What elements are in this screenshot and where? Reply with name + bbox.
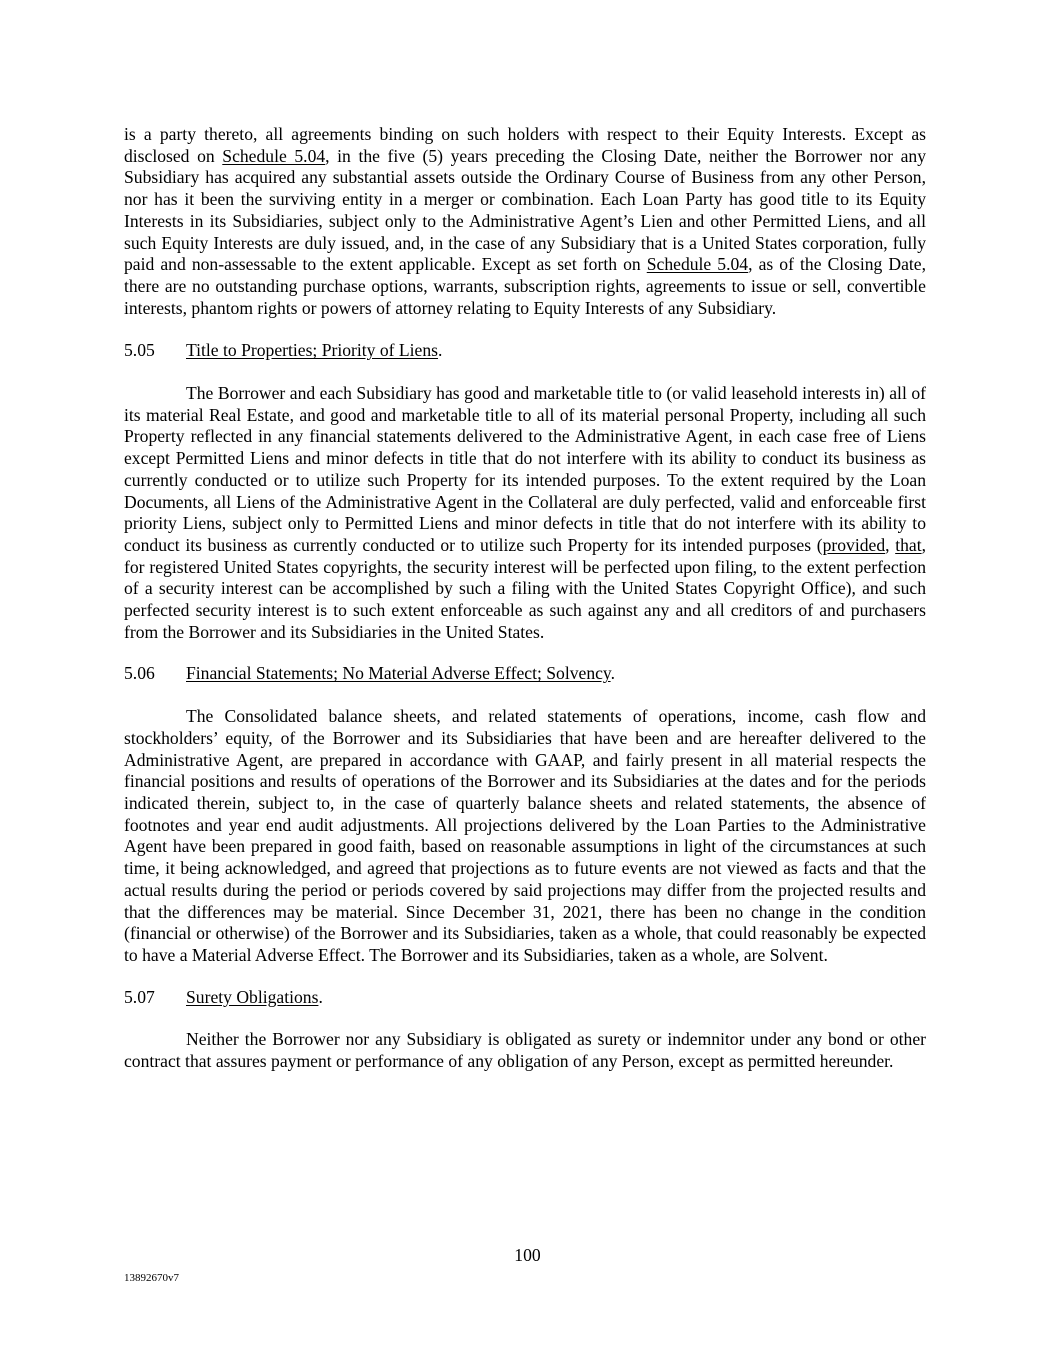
section-title: Financial Statements; No Material Adverse Effect; Solvency [186, 663, 611, 684]
that-term: that [895, 534, 922, 555]
section-body-5-07: Neither the Borrower nor any Subsidiary is obligated as surety or indemnitor under any bond or other contract that assures payment or performance of any obligation of any Person, except as permitted hereunder. [124, 1029, 926, 1072]
section-heading-5-06: 5.06 Financial Statements; No Material Adverse Effect; Solvency. [124, 663, 615, 684]
section-title: Surety Obligations [186, 986, 319, 1007]
section-number: 5.07 [124, 986, 155, 1007]
provided-term: provided [822, 534, 886, 555]
section-heading-5-05: 5.05 Title to Properties; Priority of Liens. [124, 340, 443, 361]
section-number: 5.06 [124, 663, 155, 684]
intro-paragraph: is a party thereto, all agreements binding on such holders with respect to their Equity Interests. Except as disclosed on Schedule 5.04, in the five (5) years preceding the Closing Date, neither the Borrower nor any Subsidiary has acquired any substantial assets outside the Ordinary Course of Business from any other Person, nor has it been the surviving entity in a merger or combination. Each Loan Party has good title to its Equity Interests in its Subsidiaries, subject only to the Administrative Agent’s Lien and other Permitted Liens, and all such Equity Interests are duly issued, and, in the case of any Subsidiary that is a United States corporation, fully paid and non-assessable to the extent applicable. Except as set forth on Schedule 5.04, as of the Closing Date, there are no outstanding purchase options, warrants, subscription rights, agreements to issue or sell, convertible interests, phantom rights or powers of attorney relating to Equity Interests of any Subsidiary. [124, 124, 927, 318]
section-body-5-05: The Borrower and each Subsidiary has good and marketable title to (or valid leasehold interests in) all of its material Real Estate, and good and marketable title to all of its material personal Property, including all such Property reflected in any financial statements delivered to the Administrative Agent, in each case free of Liens except Permitted Liens and minor defects in title that do not interfere with its ability to conduct its business as currently conducted or to utilize such Property for its intended purposes. To the extent required by the Loan Documents, all Liens of the Administrative Agent in the Collateral are duly perfected, valid and enforceable first priority Liens, subject only to Permitted Liens and minor defects in title that do not interfere with its ability to conduct its business as currently conducted or to utilize such Property for its intended purposes (provided, that, for registered United States copyrights, the security interest will be perfected upon filing, to the extent perfection of a security interest can be accomplished by such a filing with the United States Copyright Office), and such perfected security interest is to such extent enforceable as such against any and all creditors of and purchasers from the Borrower and its Subsidiaries in the United States. [124, 383, 926, 642]
page-number: 100 [514, 1245, 541, 1265]
document-id: 13892670v7 [124, 1272, 179, 1284]
section-heading-5-07: 5.07 Surety Obligations. [124, 986, 323, 1007]
section-title: Title to Properties; Priority of Liens [186, 340, 439, 361]
document-page [124, 124, 926, 1073]
section-body-5-06: The Consolidated balance sheets, and related statements of operations, income, cash flow and stockholders’ equity, of the Borrower and its Subsidiaries that have been and are hereafter delivered to the Administrative Agent, are prepared in accordance with GAAP, and fairly present in all material respects the financial positions and results of operations of the Borrower and its Subsidiaries at the dates and for the periods indicated therein, subject to, in the case of quarterly balance sheets and related statements, the absence of footnotes and year end audit adjustments. All projections delivered by the Loan Parties to the Administrative Agent have been prepared in good faith, based on reasonable assumptions in light of the circumstances at such time, it being acknowledged, and agreed that projections as to future events are not viewed as facts and that the actual results during the period or periods covered by said projections may differ from the projected results and that the differences may be material. Since December 31, 2021, there has been no change in the condition (financial or otherwise) of the Borrower and its Subsidiaries, taken as a whole, that could reasonably be expected to have a Material Adverse Effect. The Borrower and its Subsidiaries, taken as a whole, are Solvent. [124, 706, 926, 965]
section-number: 5.05 [124, 340, 155, 361]
schedule-reference: Schedule 5.04 [646, 254, 749, 275]
schedule-reference: Schedule 5.04 [222, 145, 326, 166]
